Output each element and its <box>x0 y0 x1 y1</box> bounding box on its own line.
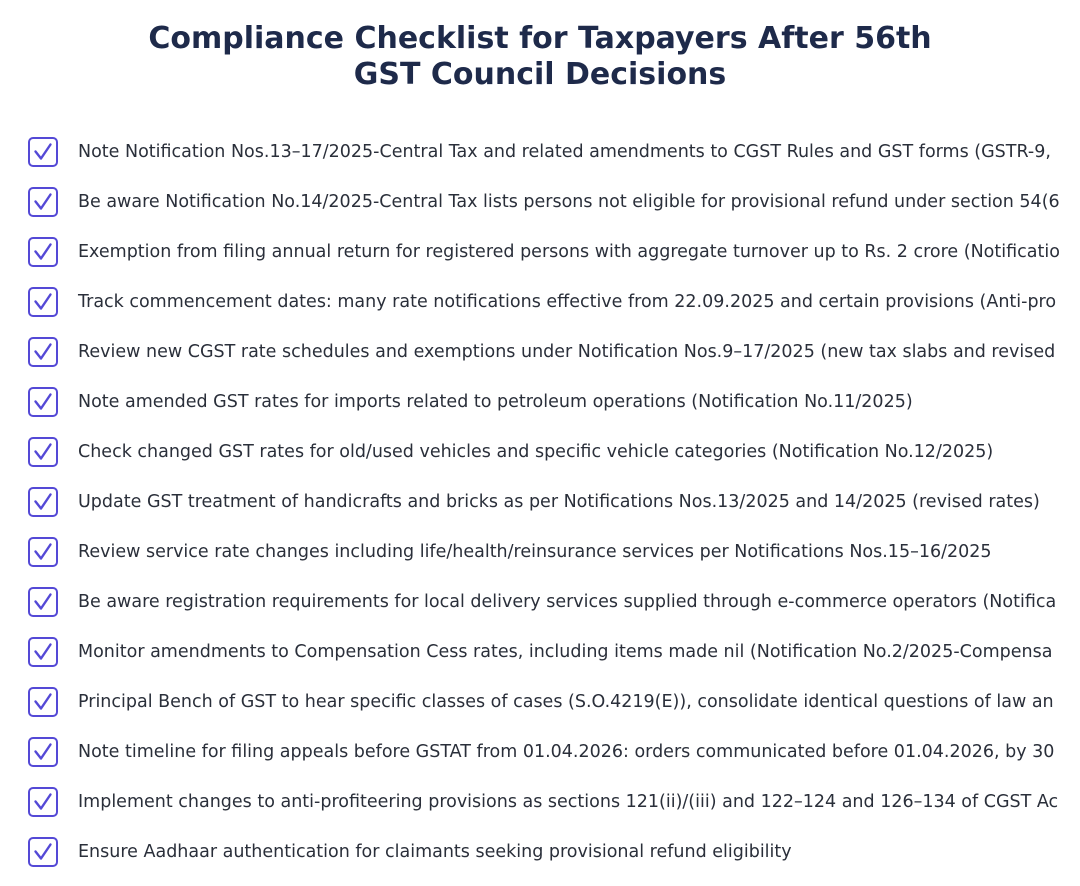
checklist-item-label: Note Notification Nos.13–17/2025-Central Tax and related amendments to CGST Rules and GST forms (GSTR-9, <box>78 142 1051 162</box>
checkbox[interactable] <box>28 387 58 417</box>
checkbox[interactable] <box>28 287 58 317</box>
checklist-item <box>0 127 1080 177</box>
checkmark-icon <box>33 292 53 312</box>
checklist-item-label: Principal Bench of GST to hear specific classes of cases (S.O.4219(E)), consolidate identical questions of law an <box>78 692 1054 712</box>
checkbox[interactable] <box>28 137 58 167</box>
checkmark-icon <box>33 692 53 712</box>
checklist-item-label: Ensure Aadhaar authentication for claimants seeking provisional refund eligibility <box>78 842 792 862</box>
checkbox[interactable] <box>28 687 58 717</box>
checklist-item-label: Note timeline for filing appeals before GSTAT from 01.04.2026: orders communicated before 01.04.2026, by 30 <box>78 742 1055 762</box>
checkmark-icon <box>33 242 53 262</box>
checkmark-icon <box>33 392 53 412</box>
checklist-item <box>0 377 1080 427</box>
checkmark-icon <box>33 792 53 812</box>
checklist-item <box>0 527 1080 577</box>
checkbox[interactable] <box>28 637 58 667</box>
checkbox[interactable] <box>28 437 58 467</box>
checklist-item-label: Review service rate changes including life/health/reinsurance services per Notifications Nos.15–16/2025 <box>78 542 992 562</box>
checklist-item <box>0 727 1080 777</box>
checkmark-icon <box>33 742 53 762</box>
checkmark-icon <box>33 542 53 562</box>
checklist-item-label: Implement changes to anti-profiteering provisions as sections 121(ii)/(iii) and 122–124 and 126–134 of CGST Ac <box>78 792 1059 812</box>
checklist-item-label: Monitor amendments to Compensation Cess rates, including items made nil (Notification No.2/2025-Compensa <box>78 642 1053 662</box>
checklist-item-label: Exemption from filing annual return for registered persons with aggregate turnover up to Rs. 2 crore (Notificatio <box>78 242 1060 262</box>
checkbox[interactable] <box>28 237 58 267</box>
checkbox[interactable] <box>28 587 58 617</box>
checklist-item <box>0 677 1080 727</box>
checkmark-icon <box>33 442 53 462</box>
checklist-item-label: Track commencement dates: many rate notifications effective from 22.09.2025 and certain provisions (Anti-pro <box>78 292 1057 312</box>
checklist-item <box>0 177 1080 227</box>
checkmark-icon <box>33 492 53 512</box>
checklist-item <box>0 627 1080 677</box>
checklist-item-label: Be aware registration requirements for local delivery services supplied through e-commerce operators (Notifica <box>78 592 1057 612</box>
checkmark-icon <box>33 192 53 212</box>
checklist-item <box>0 477 1080 527</box>
checklist-item <box>0 577 1080 627</box>
page-title-line-2: GST Council Decisions <box>353 57 727 92</box>
checkbox[interactable] <box>28 787 58 817</box>
checklist-item-label: Review new CGST rate schedules and exemptions under Notification Nos.9–17/2025 (new tax slabs and revised <box>78 342 1056 362</box>
checklist-item-label: Check changed GST rates for old/used vehicles and specific vehicle categories (Notification No.12/2025) <box>78 442 994 462</box>
checklist-item <box>0 777 1080 827</box>
checkbox[interactable] <box>28 837 58 867</box>
page-title-line-1: Compliance Checklist for Taxpayers After 56th <box>148 21 932 56</box>
checkmark-icon <box>33 842 53 862</box>
checkmark-icon <box>33 642 53 662</box>
checkmark-icon <box>33 142 53 162</box>
checkbox[interactable] <box>28 537 58 567</box>
page-title <box>0 21 1080 93</box>
checklist-item <box>0 827 1080 877</box>
checkmark-icon <box>33 592 53 612</box>
checklist-item-label: Update GST treatment of handicrafts and bricks as per Notifications Nos.13/2025 and 14/2025 (revised rates) <box>78 492 1040 512</box>
checkbox[interactable] <box>28 487 58 517</box>
checklist-item <box>0 327 1080 377</box>
checklist <box>0 127 1080 877</box>
checklist-item <box>0 227 1080 277</box>
checkbox[interactable] <box>28 737 58 767</box>
checkmark-icon <box>33 342 53 362</box>
checklist-item-label: Note amended GST rates for imports related to petroleum operations (Notification No.11/2025) <box>78 392 913 412</box>
checkbox[interactable] <box>28 337 58 367</box>
checklist-item-label: Be aware Notification No.14/2025-Central Tax lists persons not eligible for provisional refund under section 54(6 <box>78 192 1060 212</box>
checklist-item <box>0 277 1080 327</box>
checklist-item <box>0 427 1080 477</box>
checkbox[interactable] <box>28 187 58 217</box>
